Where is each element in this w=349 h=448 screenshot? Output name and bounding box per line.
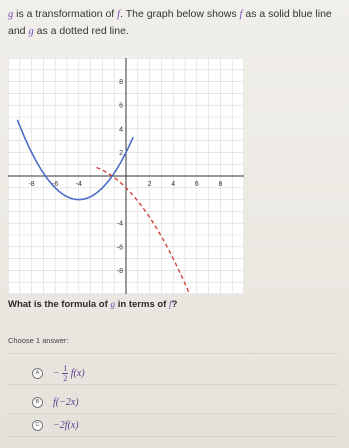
- x-tick-label: 8: [218, 181, 223, 188]
- option-text: [53, 364, 85, 383]
- option-letter: C: [32, 420, 43, 431]
- prompt-text: as a solid blue line: [242, 8, 332, 20]
- answer-option-c[interactable]: [8, 414, 338, 437]
- y-tick-label: -6: [116, 244, 123, 252]
- prompt-text: is a transformation of: [13, 8, 118, 20]
- var-f: f: [117, 9, 121, 20]
- graph-svg: [8, 58, 244, 294]
- x-tick-label: 4: [171, 181, 176, 188]
- prompt-text: and: [8, 25, 29, 37]
- fraction-denominator: 2: [63, 373, 68, 383]
- y-tick-label: 6: [119, 102, 123, 110]
- prompt-text: as a dotted red line.: [33, 25, 129, 37]
- fraction: [62, 364, 68, 383]
- problem-statement: [8, 6, 344, 40]
- y-tick-label: -8: [116, 267, 123, 275]
- answer-option-b[interactable]: [8, 391, 338, 414]
- x-tick-label: -8: [28, 181, 35, 188]
- question: [8, 299, 177, 310]
- option-letter: A: [32, 368, 43, 379]
- x-tick-label: 2: [147, 181, 152, 188]
- fraction-numerator: 1: [63, 363, 68, 373]
- y-tick-label: 4: [119, 126, 123, 134]
- option-text: f(−2x): [53, 396, 79, 408]
- function-expression: f(x): [70, 367, 85, 379]
- function-graph: [8, 58, 244, 294]
- question-text: ?: [171, 299, 178, 310]
- answer-option-a[interactable]: [8, 362, 338, 385]
- x-tick-label: -4: [75, 181, 82, 188]
- y-tick-label: 8: [119, 79, 123, 87]
- minus-sign: −: [53, 367, 60, 379]
- x-tick-label: -6: [52, 181, 59, 188]
- var-f: f: [239, 9, 243, 20]
- y-tick-label: -4: [116, 220, 123, 228]
- option-text: −2f(x): [53, 419, 79, 431]
- option-letter: B: [32, 397, 43, 408]
- question-text: in terms of: [115, 299, 169, 310]
- var-g: g: [8, 9, 14, 20]
- prompt-text: . The graph below shows: [120, 8, 240, 20]
- var-g: g: [110, 300, 116, 310]
- question-text: What is the formula of: [8, 299, 111, 310]
- x-tick-label: 6: [194, 181, 199, 188]
- y-tick-label: 2: [119, 149, 123, 157]
- var-g: g: [28, 26, 34, 37]
- choose-label: Choose 1 answer:: [8, 336, 69, 345]
- var-f: f: [168, 300, 172, 310]
- divider: [8, 353, 338, 354]
